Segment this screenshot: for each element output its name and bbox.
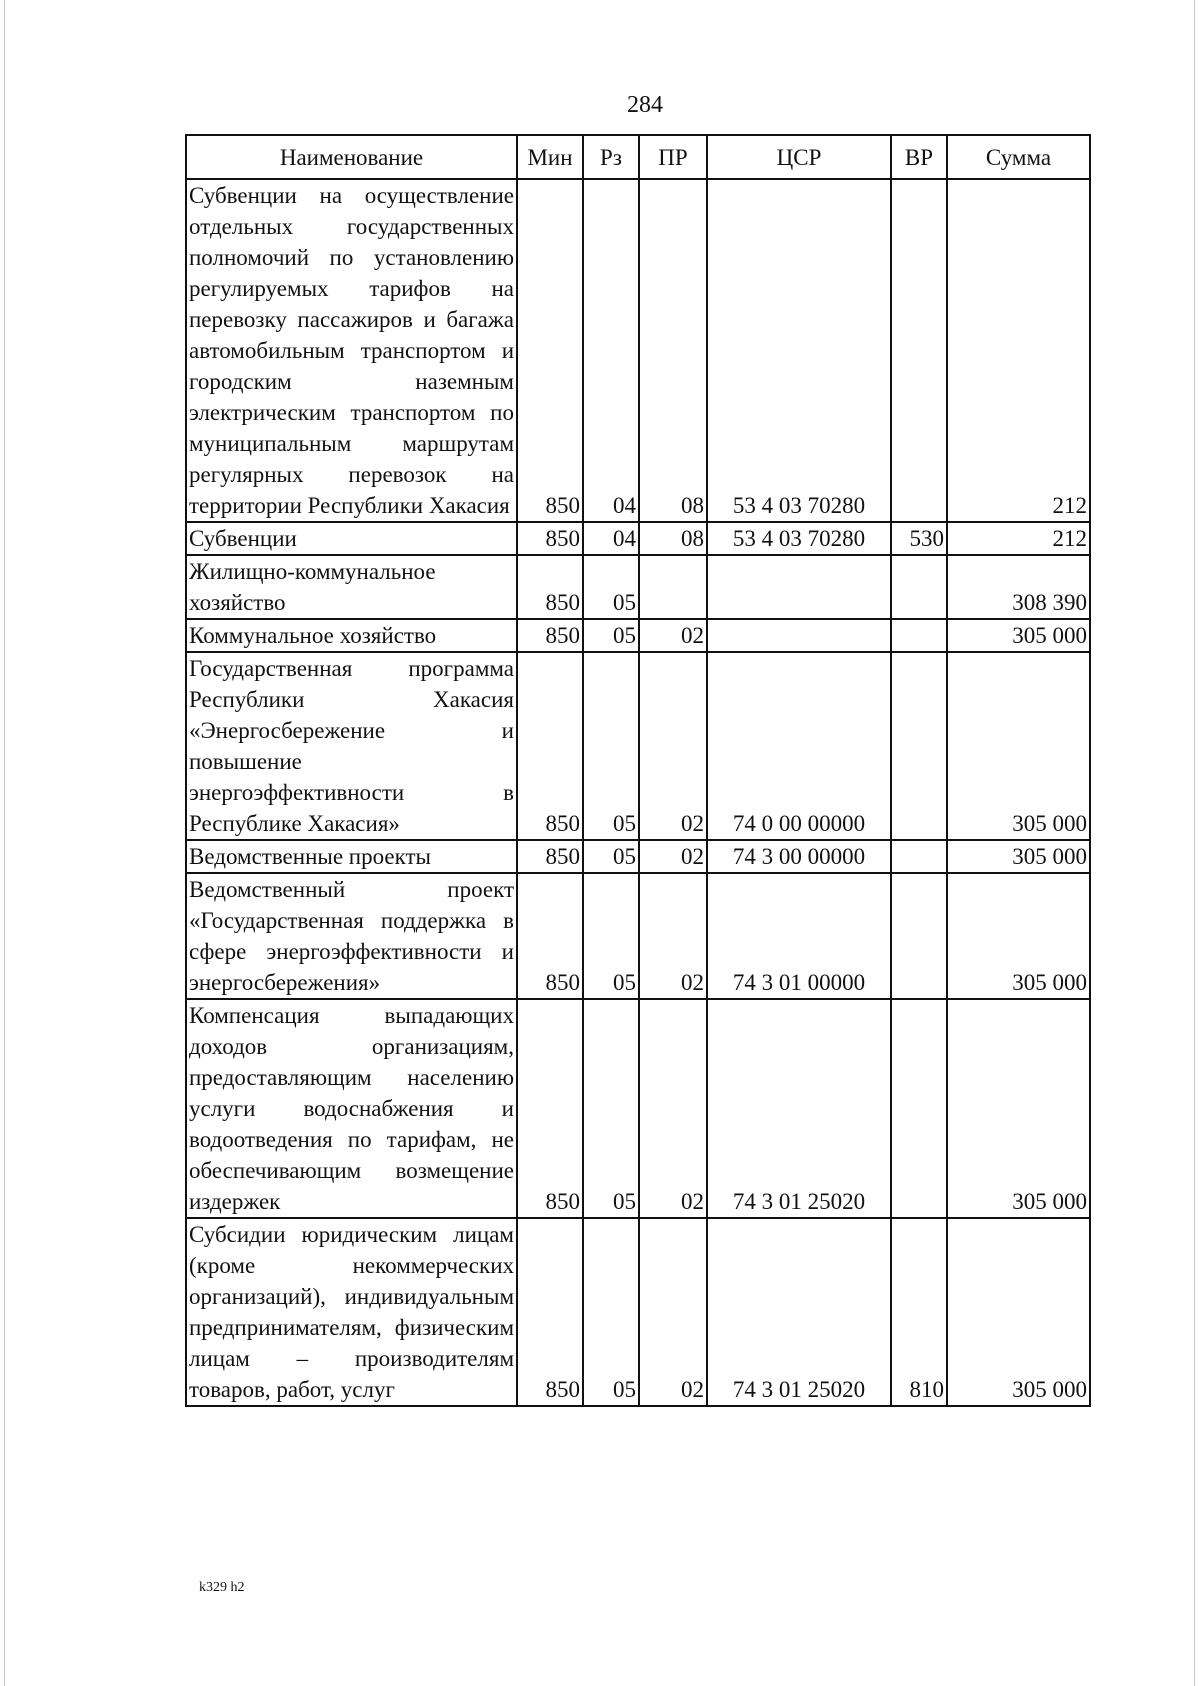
cell-rz: 05 xyxy=(583,555,639,619)
cell-pr: 08 xyxy=(639,522,707,555)
cell-rz: 05 xyxy=(583,873,639,999)
cell-min: 850 xyxy=(517,522,583,555)
cell-sum: 305 000 xyxy=(947,652,1090,840)
budget-table xyxy=(185,134,1091,1407)
cell-min: 850 xyxy=(517,652,583,840)
cell-name: Субвенции xyxy=(186,522,517,555)
cell-sum: 305 000 xyxy=(947,999,1090,1218)
cell-vr: 530 xyxy=(891,522,947,555)
cell-sum: 308 390 xyxy=(947,555,1090,619)
cell-sum: 305 000 xyxy=(947,619,1090,652)
cell-name: Государственная программа Республики Хакасия «Энергосбережение и повышение энергоэффективности в Республике Хакасия» xyxy=(186,652,517,840)
cell-min: 850 xyxy=(517,179,583,522)
cell-min: 850 xyxy=(517,840,583,873)
cell-pr: 02 xyxy=(639,840,707,873)
cell-rz: 04 xyxy=(583,179,639,522)
cell-vr: 810 xyxy=(891,1218,947,1406)
header-pr: ПР xyxy=(639,135,707,179)
cell-csr: 74 3 01 00000 xyxy=(707,873,891,999)
cell-name: Жилищно-коммунальное хозяйство xyxy=(186,555,517,619)
cell-csr: 74 3 01 25020 xyxy=(707,1218,891,1406)
cell-pr: 02 xyxy=(639,1218,707,1406)
cell-name: Субсидии юридическим лицам (кроме некоммерческих организаций), индивидуальным предпринимателям, физическим лицам – производителям товаров, работ, услуг xyxy=(186,1218,517,1406)
header-vr: ВР xyxy=(891,135,947,179)
table-row xyxy=(186,522,1090,555)
cell-csr: 74 3 00 00000 xyxy=(707,840,891,873)
cell-pr: 02 xyxy=(639,999,707,1218)
cell-vr xyxy=(891,999,947,1218)
cell-min: 850 xyxy=(517,999,583,1218)
header-rz: Рз xyxy=(583,135,639,179)
header-sum: Сумма xyxy=(947,135,1090,179)
table-row xyxy=(186,1218,1090,1406)
cell-name: Ведомственные проекты xyxy=(186,840,517,873)
cell-min: 850 xyxy=(517,873,583,999)
header-min: Мин xyxy=(517,135,583,179)
cell-vr xyxy=(891,619,947,652)
cell-csr: 53 4 03 70280 xyxy=(707,179,891,522)
footer-code: k329 h2 xyxy=(199,1580,245,1595)
cell-rz: 05 xyxy=(583,999,639,1218)
cell-name: Субвенции на осуществление отдельных государственных полномочий по установлению регулируемых тарифов на перевозку пассажиров и багажа автомобильным транспортом и городским наземным электрическим транспортом по муниципальным маршрутам регулярных перевозок на территории Республики Хакасия xyxy=(186,179,517,522)
table-row xyxy=(186,999,1090,1218)
cell-rz: 05 xyxy=(583,652,639,840)
cell-name: Компенсация выпадающих доходов организациям, предоставляющим населению услуги водоснабжения и водоотведения по тарифам, не обеспечивающим возмещение издержек xyxy=(186,999,517,1218)
cell-sum: 305 000 xyxy=(947,873,1090,999)
header-name: Наименование xyxy=(186,135,517,179)
cell-rz: 05 xyxy=(583,619,639,652)
cell-vr xyxy=(891,652,947,840)
cell-pr xyxy=(639,555,707,619)
cell-vr xyxy=(891,840,947,873)
cell-vr xyxy=(891,555,947,619)
cell-rz: 04 xyxy=(583,522,639,555)
cell-csr xyxy=(707,619,891,652)
cell-min: 850 xyxy=(517,555,583,619)
cell-csr: 53 4 03 70280 xyxy=(707,522,891,555)
cell-pr: 02 xyxy=(639,619,707,652)
cell-rz: 05 xyxy=(583,1218,639,1406)
cell-sum: 305 000 xyxy=(947,1218,1090,1406)
cell-sum: 212 xyxy=(947,179,1090,522)
cell-min: 850 xyxy=(517,1218,583,1406)
cell-vr xyxy=(891,873,947,999)
cell-pr: 02 xyxy=(639,652,707,840)
cell-sum: 212 xyxy=(947,522,1090,555)
cell-vr xyxy=(891,179,947,522)
table-header-row xyxy=(186,135,1090,179)
cell-min: 850 xyxy=(517,619,583,652)
scan-edge-left xyxy=(4,0,5,1686)
cell-pr: 02 xyxy=(639,873,707,999)
cell-sum: 305 000 xyxy=(947,840,1090,873)
table-row xyxy=(186,873,1090,999)
cell-name: Ведомственный проект «Государственная поддержка в сфере энергоэффективности и энергосбережения» xyxy=(186,873,517,999)
cell-pr: 08 xyxy=(639,179,707,522)
scan-edge-right xyxy=(1194,0,1195,1686)
table-row xyxy=(186,840,1090,873)
cell-csr xyxy=(707,555,891,619)
table-row xyxy=(186,619,1090,652)
cell-csr: 74 0 00 00000 xyxy=(707,652,891,840)
cell-csr: 74 3 01 25020 xyxy=(707,999,891,1218)
table-row xyxy=(186,179,1090,522)
cell-rz: 05 xyxy=(583,840,639,873)
header-csr: ЦСР xyxy=(707,135,891,179)
cell-name: Коммунальное хозяйство xyxy=(186,619,517,652)
table-row xyxy=(186,652,1090,840)
page-number: 284 xyxy=(627,92,663,118)
table-row xyxy=(186,555,1090,619)
